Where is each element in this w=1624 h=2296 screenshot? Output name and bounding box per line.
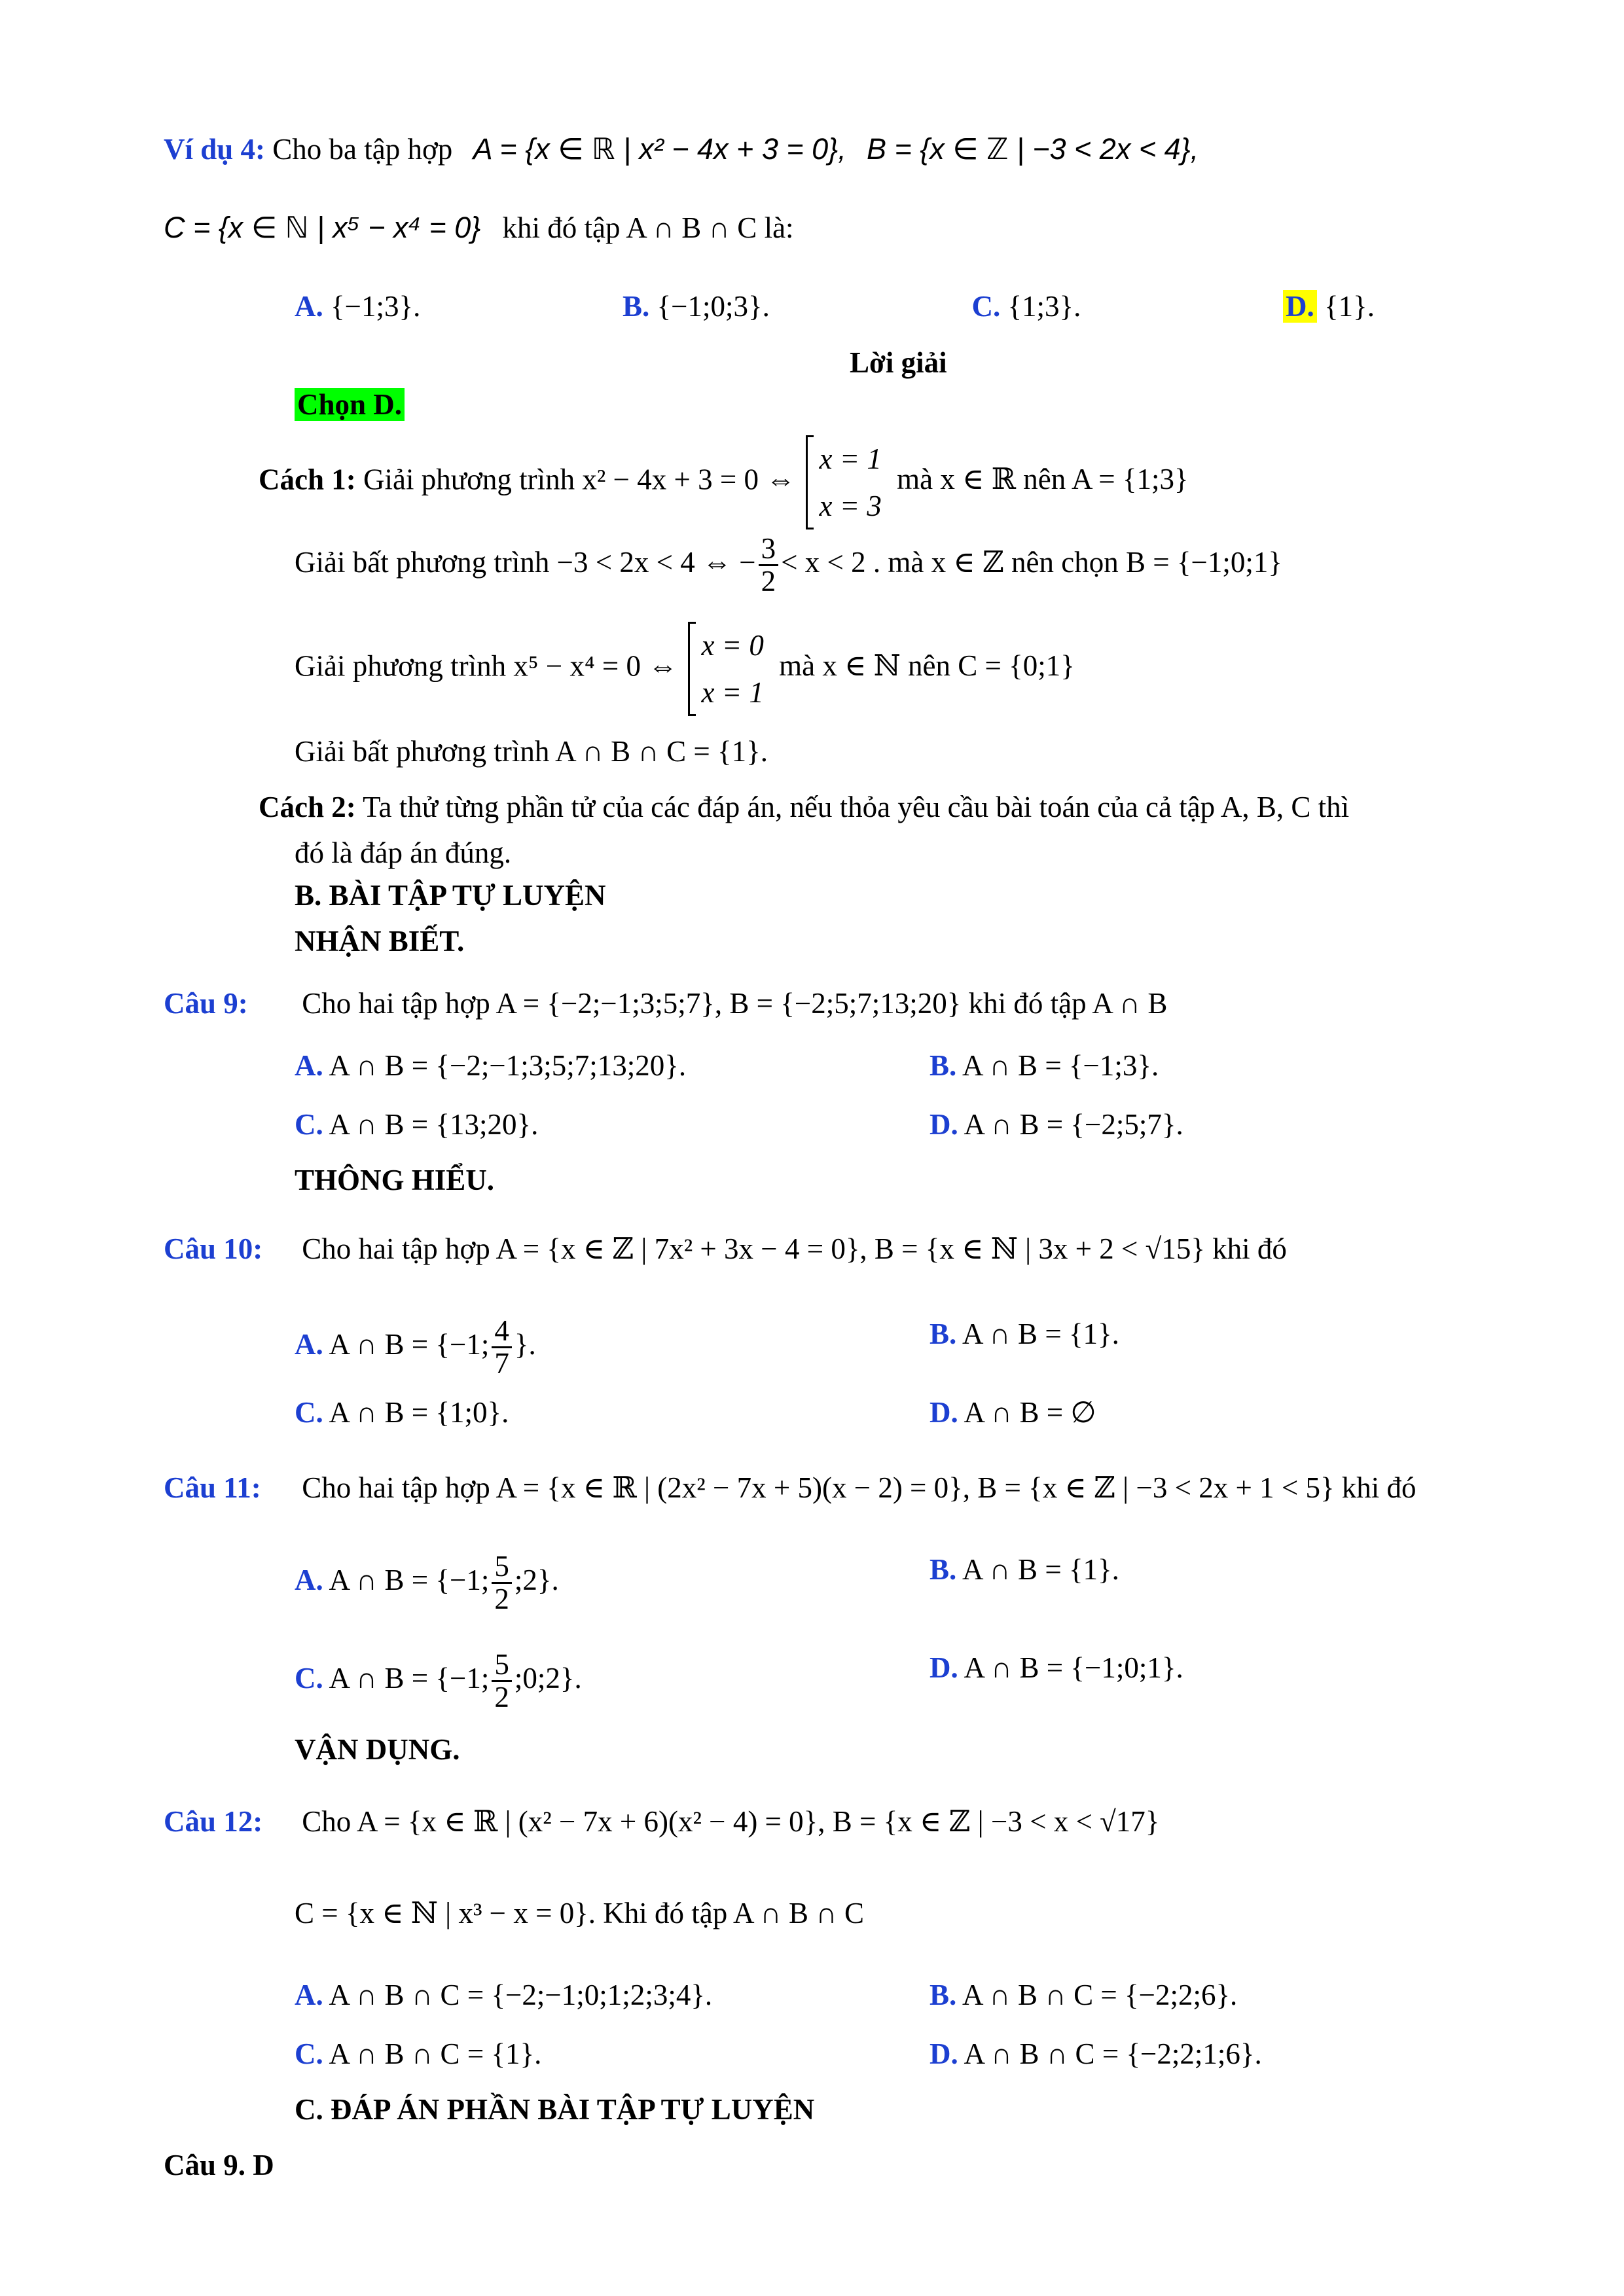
q10-option-c: C. A ∩ B = {1;0}. [295,1396,509,1429]
example-option-b: B. {−1;0;3}. [622,290,770,323]
example-options [295,288,1375,325]
solution-title: Lời giải [850,346,947,379]
solution-line-2: Giải bất phương trình −3 < 2x < 4 ⇔ − $\frac{3}{2}$ < x < 2 . mà x ∈ ℤ nên chọn B = {−1;0;1} [295,532,1282,598]
example-line-2 [164,209,794,246]
section-c-heading: C. ĐÁP ÁN PHẦN BÀI TẬP TỰ LUYỆN [295,2093,815,2126]
example-text: Cho ba tập hợp [272,133,453,166]
cach1-label: Cách 1: [259,463,356,496]
fraction-three-halves: $\frac{3}{2}$ [759,533,779,598]
level-nhan-biet: NHẬN BIẾT. [295,925,465,958]
q11-option-a: A. A ∩ B = {−1; $\frac{5}{2}$ ;2}. [295,1550,559,1616]
q11-label: Câu 11: [164,1471,261,1504]
q9-label: Câu 9: [164,987,248,1020]
example-line-1 [164,131,1199,168]
level-thong-hieu: THÔNG HIỂU. [295,1164,495,1196]
q9-stem: Câu 9: Cho hai tập hợp A = {−2;−1;3;5;7}, B = {−2;5;7;13;20} khi đó tập A ∩ B [164,985,1167,1022]
q12-stem: Câu 12: Cho A = {x ∈ ℝ | (x² − 7x + 6)(x² − 4) = 0}, B = {x ∈ ℤ | −3 < x < √17} [164,1803,1159,1840]
set-a-definition: A = {x ∈ ℝ | x² − 4x + 3 = 0}, [473,132,846,166]
q10-option-a: A. A ∩ B = {−1; $\frac{4}{7}$ }. [295,1314,536,1380]
solution-choice: Chọn D. [295,386,405,423]
q10-option-b: B. A ∩ B = {1}. [929,1318,1119,1350]
answer-q9: Câu 9. D [164,2149,274,2181]
cach1-text: Giải phương trình x² − 4x + 3 = 0 ⇔ [363,463,796,496]
q12-option-a: A. A ∩ B ∩ C = {−2;−1;0;1;2;3;4}. [295,1979,713,2011]
cach2-label: Cách 2: [259,791,356,823]
example-option-d: D. {1}. [1283,288,1375,325]
cach1-line [259,435,1189,529]
solution-line-3: Giải phương trình x⁵ − x⁴ = 0 ⇔ x = 0 x = 1 mà x ∈ ℕ nên C = {0;1} [295,622,1075,716]
cach2-line-1: Cách 2: Ta thử từng phần tử của các đáp án, nếu thỏa yêu cầu bài toán của cả tập A, B, C thì [259,791,1350,823]
q12-label: Câu 12: [164,1805,263,1838]
q9-option-c: C. A ∩ B = {13;20}. [295,1108,539,1141]
example-question: khi đó tập A ∩ B ∩ C là: [502,211,794,244]
q10-option-d: D. A ∩ B = ∅ [929,1396,1096,1429]
q11-option-d: D. A ∩ B = {−1;0;1}. [929,1651,1183,1684]
solution-line-4: Giải bất phương trình A ∩ B ∩ C = {1}. [295,735,768,768]
q9-option-a: A. A ∩ B = {−2;−1;3;5;7;13;20}. [295,1049,687,1082]
cach1-cases: x = 1 x = 3 [806,435,882,529]
q11-option-c: C. A ∩ B = {−1; $\frac{5}{2}$ ;0;2}. [295,1648,582,1714]
q12-option-b: B. A ∩ B ∩ C = {−2;2;6}. [929,1979,1238,2011]
example-label: Ví dụ 4: [164,133,266,166]
q12-option-d: D. A ∩ B ∩ C = {−2;2;1;6}. [929,2037,1262,2070]
cach1-end: mà x ∈ ℝ nên A = {1;3} [897,463,1189,496]
line3-cases: x = 0 x = 1 [688,622,764,716]
q11-stem: Câu 11: Cho hai tập hợp A = {x ∈ ℝ | (2x² − 7x + 5)(x − 2) = 0}, B = {x ∈ ℤ | −3 < 2x + 1 < 5} khi đó [164,1469,1416,1506]
q10-label: Câu 10: [164,1232,263,1265]
section-b-heading: B. BÀI TẬP TỰ LUYỆN [295,879,606,912]
level-van-dung: VẬN DỤNG. [295,1733,460,1766]
cach2-line-2: đó là đáp án đúng. [295,836,512,869]
example-option-c: C. {1;3}. [971,290,1081,323]
q9-option-b: B. A ∩ B = {−1;3}. [929,1049,1159,1082]
q9-option-d: D. A ∩ B = {−2;5;7}. [929,1108,1183,1141]
set-c-definition: C = {x ∈ ℕ | x⁵ − x⁴ = 0} [164,211,481,244]
q11-option-b: B. A ∩ B = {1}. [929,1553,1119,1586]
q12-option-c: C. A ∩ B ∩ C = {1}. [295,2037,542,2070]
q12-stem-2: C = {x ∈ ℕ | x³ − x = 0}. Khi đó tập A ∩ B ∩ C [295,1897,865,1929]
example-option-a: A. {−1;3}. [295,290,421,323]
q10-stem: Câu 10: Cho hai tập hợp A = {x ∈ ℤ | 7x² + 3x − 4 = 0}, B = {x ∈ ℕ | 3x + 2 < √15} khi đó [164,1230,1287,1267]
set-b-definition: B = {x ∈ ℤ | −3 < 2x < 4}, [866,132,1199,166]
